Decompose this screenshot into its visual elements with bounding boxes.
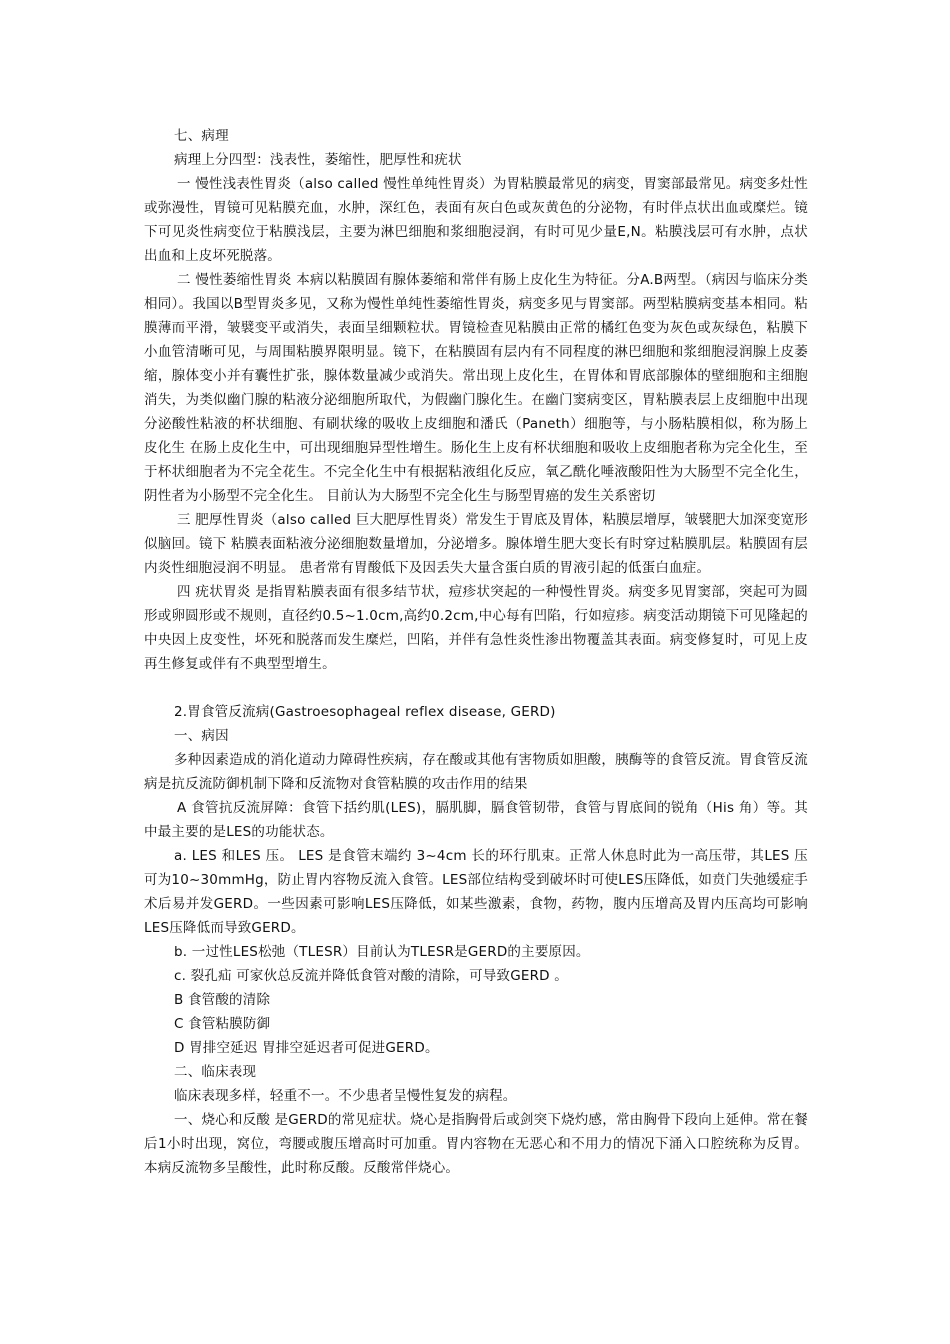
paragraph-verrucous-gastritis: 四 疣状胃炎 是指胃粘膜表面有很多结节状，痘疹状突起的一种慢性胃炎。病变多见胃窦部，突起可为圆形或卵圆形或不规则，直径约0.5~1.0cm,高约0.2cm,中心每有凹陷，行如痘疹。病变活动期镜下可见隆起的中央因上皮变性，坏死和脱落而发生糜烂，凹陷，并伴有急性炎性渗出物覆盖其表面。病变修复时，可见上皮再生修复或伴有不典型型增生。 [144, 584, 808, 672]
section-heading-etiology: 一、病因 [174, 728, 229, 744]
pathology-intro: 病理上分四型：浅表性，萎缩性，肥厚性和疣状 [174, 152, 462, 168]
paragraph-antireflux-barrier: A 食管抗反流屏障：食管下括约肌(LES)，膈肌脚，膈食管韧带，食管与胃底间的锐角（His 角）等。其中最主要的是LES的功能状态。 [144, 800, 808, 840]
section-heading-pathology: 七、病理 [174, 128, 229, 144]
paragraph-les-pressure: a. LES 和LES 压。 LES 是食管末端约 3~4cm 长的环行肌束。正常人休息时此为一高压带，其LES 压可为10~30mmHg，防止胃内容物反流入食管。LES部位结构受到破坏时可使LES压降低，如贲门失弛缓症手术后易并发GERD。一些因素可影响LES压降低，如某些激素，食物，药物，腹内压增高及胃内压高均可影响LES压降低而导致GERD。 [144, 848, 808, 936]
paragraph-clinical-intro: 临床表现多样，轻重不一。不少患者呈慢性复发的病程。 [174, 1088, 517, 1104]
gerd-title: 2.胃食管反流病(Gastroesophageal reflex disease, GERD) [174, 704, 556, 720]
paragraph-atrophic-gastritis: 二 慢性萎缩性胃炎 本病以粘膜固有腺体萎缩和常伴有肠上皮化生为特征。分A.B两型。（病因与临床分类相同）。我国以B型胃炎多见，又称为慢性单纯性萎缩性胃炎，病变多见与胃窦部。两型粘膜病变基本相同。粘膜薄而平滑，皱襞变平或消失，表面呈细颗粒状。胃镜检查见粘膜由正常的橘红色变为灰色或灰绿色，粘膜下小血管清晰可见，与周围粘膜界限明显。镜下，在粘膜固有层内有不同程度的淋巴细胞和浆细胞浸润腺上皮萎缩，腺体变小并有囊性扩张，腺体数量减少或消失。常出现上皮化生，在胃体和胃底部腺体的壁细胞和主细胞消失，为类似幽门腺的粘液分泌细胞所取代，为假幽门腺化生。在幽门窦病变区，胃粘膜表层上皮细胞中出现分泌酸性粘液的杯状细胞、有刷状缘的吸收上皮细胞和潘氏（Paneth）细胞等，与小肠粘膜相似，称为肠上皮化生 在肠上皮化生中，可出现细胞异型性增生。肠化生上皮有杯状细胞和吸收上皮细胞者称为完全化生，至于杯状细胞者为不完全花生。不完全化生中有根据粘液组化反应，氧乙酰化唾液酸阳性为大肠型不完全化生，阴性者为小肠型不完全化生。 目前认为大肠型不完全化生与肠型胃癌的发生关系密切 [144, 272, 808, 504]
document-page [144, 124, 808, 1180]
blank-line [144, 676, 808, 700]
paragraph-hiatal-hernia: c. 裂孔疝 可家伙总反流并降低食管对酸的清除，可导致GERD 。 [174, 968, 568, 984]
paragraph-superficial-gastritis: 一 慢性浅表性胃炎（also called 慢性单纯性胃炎）为胃粘膜最常见的病变，胃窦部最常见。病变多灶性或弥漫性，胃镜可见粘膜充血，水肿，深红色，表面有灰白色或灰黄色的分泌物，有时伴点状出血或糜烂。镜下可见炎性病变位于粘膜浅层，主要为淋巴细胞和浆细胞浸润，有时可见少量E,N。粘膜浅层可有水肿，点状出血和上皮坏死脱落。 [144, 176, 808, 264]
paragraph-hypertrophic-gastritis: 三 肥厚性胃炎（also called 巨大肥厚性胃炎）常发生于胃底及胃体，粘膜层增厚，皱襞肥大加深变宽形似脑回。镜下 粘膜表面粘液分泌细胞数量增加，分泌增多。腺体增生肥大变长有时穿过粘膜肌层。粘膜固有层内炎性细胞浸润不明显。 患者常有胃酸低下及因丢失大量含蛋白质的胃液引起的低蛋白血症。 [144, 512, 808, 576]
paragraph-etiology: 多种因素造成的消化道动力障碍性疾病，存在酸或其他有害物质如胆酸，胰酶等的食管反流。胃食管反流病是抗反流防御机制下降和反流物对食管粘膜的攻击作用的结果 [144, 752, 808, 792]
section-heading-clinical: 二、临床表现 [174, 1064, 257, 1080]
item-mucosal-defense: C 食管粘膜防御 [174, 1016, 271, 1032]
paragraph-tlesr: b. 一过性LES松弛（TLESR）目前认为TLESR是GERD的主要原因。 [174, 944, 590, 960]
paragraph-heartburn: 一、烧心和反酸 是GERD的常见症状。烧心是指胸骨后或剑突下烧灼感，常由胸骨下段向上延伸。常在餐后1小时出现，窝位，弯腰或腹压增高时可加重。胃内容物在无恶心和不用力的情况下涌入口腔统称为反胃。本病反流物多呈酸性，此时称反酸。反酸常伴烧心。 [144, 1112, 808, 1176]
item-acid-clearance: B 食管酸的清除 [174, 992, 271, 1008]
item-delayed-emptying: D 胃排空延迟 胃排空延迟者可促进GERD。 [174, 1040, 439, 1056]
